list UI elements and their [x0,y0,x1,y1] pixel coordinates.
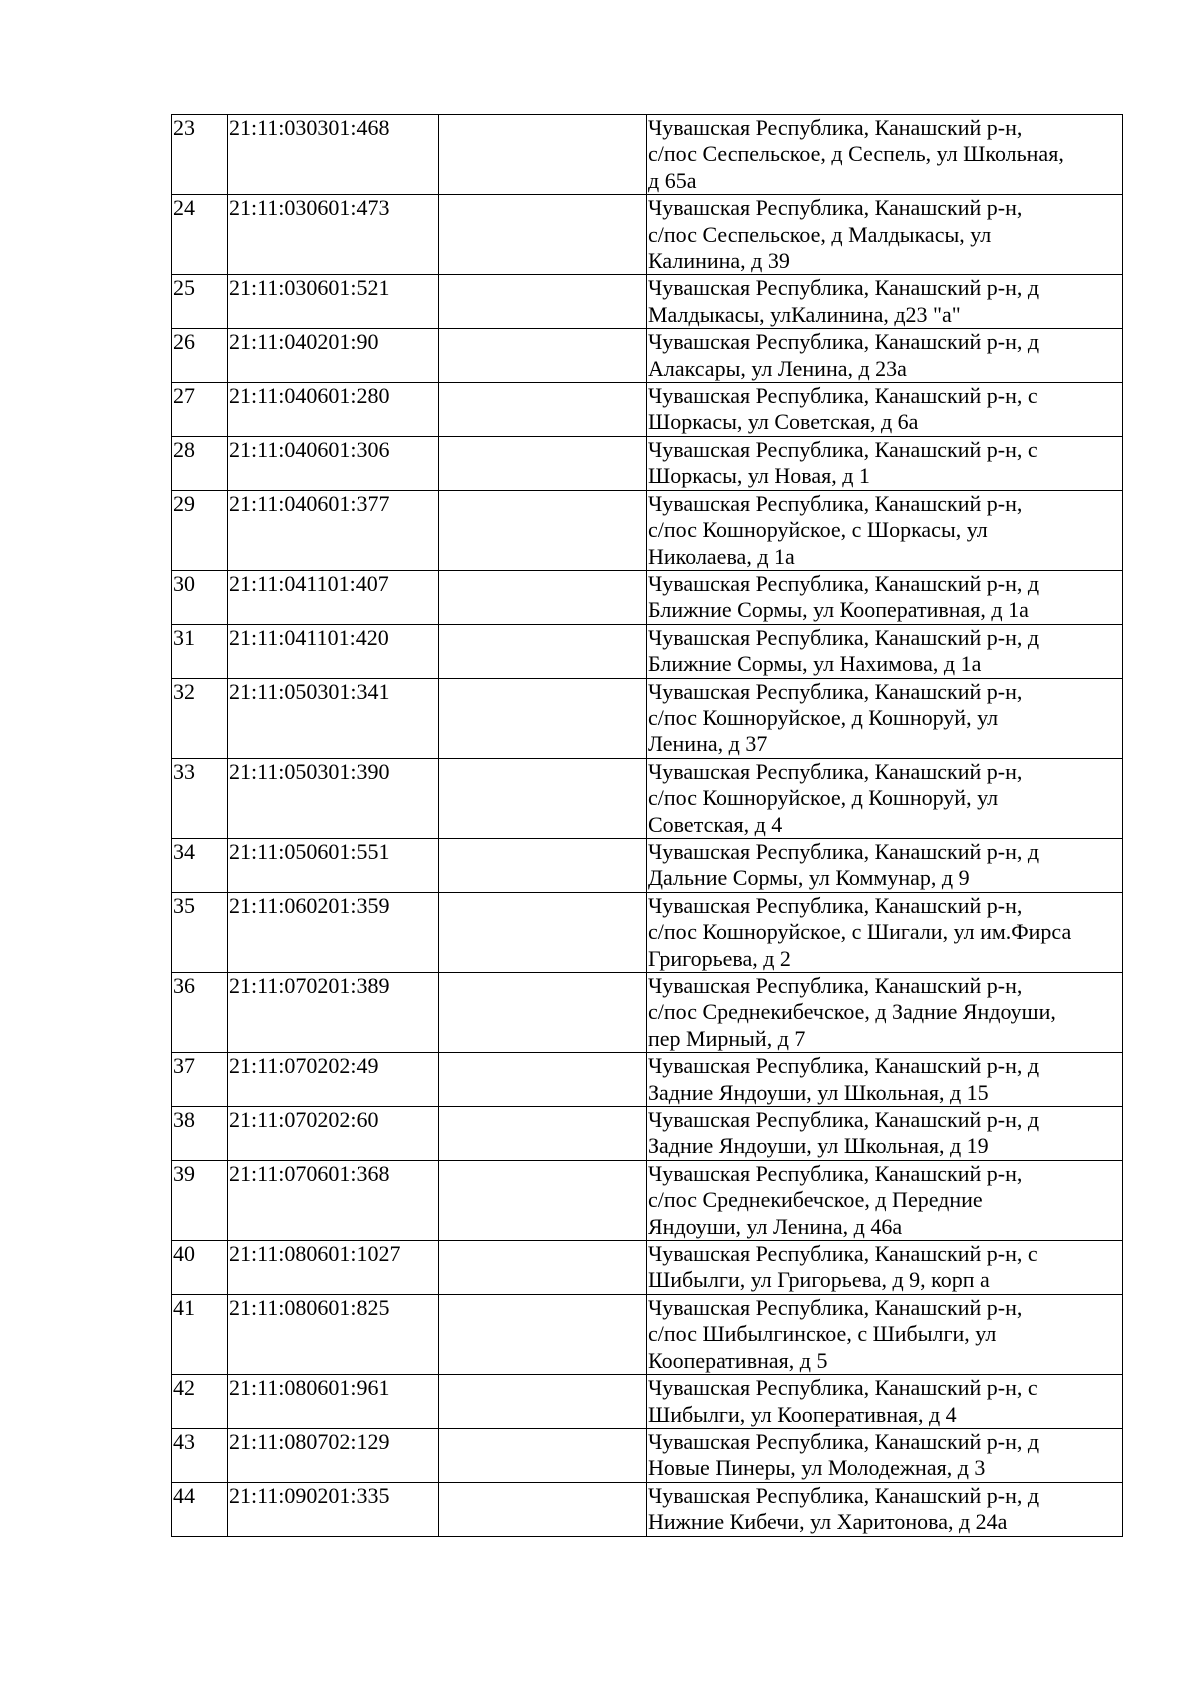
cadastral-number-cell: 21:11:070201:389 [228,973,439,1053]
table-row [172,195,1123,275]
row-number-cell: 29 [172,490,228,570]
row-number-cell: 33 [172,758,228,838]
address-cell: Чувашская Республика, Канашский р-н, с Шоркасы, ул Советская, д 6а [647,383,1123,437]
row-number-cell: 42 [172,1375,228,1429]
empty-cell [439,1107,647,1161]
table-row [172,1107,1123,1161]
empty-cell [439,329,647,383]
row-number-cell: 39 [172,1160,228,1240]
empty-cell [439,758,647,838]
cadastral-number-cell: 21:11:040201:90 [228,329,439,383]
empty-cell [439,1160,647,1240]
address-cell: Чувашская Республика, Канашский р-н, с Шибылги, ул Кооперативная, д 4 [647,1375,1123,1429]
address-cell: Чувашская Республика, Канашский р-н, с/пос Шибылгинское, с Шибылги, ул Кооперативная, д 5 [647,1294,1123,1374]
property-table [171,114,1123,1537]
row-number-cell: 38 [172,1107,228,1161]
table-row [172,1160,1123,1240]
cadastral-number-cell: 21:11:080601:825 [228,1294,439,1374]
cadastral-number-cell: 21:11:070202:60 [228,1107,439,1161]
row-number-cell: 35 [172,892,228,972]
empty-cell [439,973,647,1053]
row-number-cell: 26 [172,329,228,383]
cadastral-number-cell: 21:11:050301:341 [228,678,439,758]
cadastral-number-cell: 21:11:041101:407 [228,570,439,624]
table-row [172,973,1123,1053]
empty-cell [439,195,647,275]
address-cell: Чувашская Республика, Канашский р-н, с/пос Сеспельское, д Малдыкасы, ул Калинина, д 39 [647,195,1123,275]
row-number-cell: 23 [172,115,228,195]
table-row [172,1053,1123,1107]
table-row [172,838,1123,892]
empty-cell [439,115,647,195]
cadastral-number-cell: 21:11:030601:473 [228,195,439,275]
address-cell: Чувашская Республика, Канашский р-н, с/пос Кошноруйское, с Шоркасы, ул Николаева, д 1а [647,490,1123,570]
address-cell: Чувашская Республика, Канашский р-н, д Ближние Сормы, ул Кооперативная, д 1а [647,570,1123,624]
row-number-cell: 36 [172,973,228,1053]
empty-cell [439,383,647,437]
table-row [172,624,1123,678]
cadastral-number-cell: 21:11:040601:306 [228,436,439,490]
empty-cell [439,892,647,972]
row-number-cell: 30 [172,570,228,624]
row-number-cell: 37 [172,1053,228,1107]
cadastral-number-cell: 21:11:050301:390 [228,758,439,838]
row-number-cell: 41 [172,1294,228,1374]
address-cell: Чувашская Республика, Канашский р-н, с Шоркасы, ул Новая, д 1 [647,436,1123,490]
empty-cell [439,1241,647,1295]
table-row [172,436,1123,490]
address-cell: Чувашская Республика, Канашский р-н, с/пос Кошноруйское, д Кошноруй, ул Ленина, д 37 [647,678,1123,758]
cadastral-number-cell: 21:11:080601:1027 [228,1241,439,1295]
row-number-cell: 44 [172,1482,228,1536]
address-cell: Чувашская Республика, Канашский р-н, д Задние Яндоуши, ул Школьная, д 15 [647,1053,1123,1107]
cadastral-number-cell: 21:11:080601:961 [228,1375,439,1429]
property-table-body [172,115,1123,1537]
address-cell: Чувашская Республика, Канашский р-н, с/пос Кошноруйское, д Кошноруй, ул Советская, д 4 [647,758,1123,838]
address-cell: Чувашская Республика, Канашский р-н, д Задние Яндоуши, ул Школьная, д 19 [647,1107,1123,1161]
empty-cell [439,275,647,329]
empty-cell [439,490,647,570]
empty-cell [439,1482,647,1536]
address-cell: Чувашская Республика, Канашский р-н, с/пос Сеспельское, д Сеспель, ул Школьная, д 65а [647,115,1123,195]
cadastral-number-cell: 21:11:040601:377 [228,490,439,570]
address-cell: Чувашская Республика, Канашский р-н, д Ближние Сормы, ул Нахимова, д 1а [647,624,1123,678]
table-row [172,490,1123,570]
cadastral-number-cell: 21:11:030601:521 [228,275,439,329]
table-row [172,383,1123,437]
row-number-cell: 34 [172,838,228,892]
address-cell: Чувашская Республика, Канашский р-н, с Шибылги, ул Григорьева, д 9, корп а [647,1241,1123,1295]
cadastral-number-cell: 21:11:090201:335 [228,1482,439,1536]
empty-cell [439,1428,647,1482]
table-row [172,1375,1123,1429]
empty-cell [439,436,647,490]
row-number-cell: 25 [172,275,228,329]
empty-cell [439,838,647,892]
cadastral-number-cell: 21:11:070202:49 [228,1053,439,1107]
empty-cell [439,1053,647,1107]
row-number-cell: 24 [172,195,228,275]
empty-cell [439,570,647,624]
address-cell: Чувашская Республика, Канашский р-н, д Алаксары, ул Ленина, д 23а [647,329,1123,383]
empty-cell [439,678,647,758]
row-number-cell: 43 [172,1428,228,1482]
table-row [172,115,1123,195]
address-cell: Чувашская Республика, Канашский р-н, д Дальние Сормы, ул Коммунар, д 9 [647,838,1123,892]
table-row [172,1294,1123,1374]
address-cell: Чувашская Республика, Канашский р-н, д Новые Пинеры, ул Молодежная, д 3 [647,1428,1123,1482]
address-cell: Чувашская Республика, Канашский р-н, с/пос Среднекибечское, д Задние Яндоуши, пер Мирный, д 7 [647,973,1123,1053]
row-number-cell: 27 [172,383,228,437]
cadastral-number-cell: 21:11:060201:359 [228,892,439,972]
table-row [172,678,1123,758]
address-cell: Чувашская Республика, Канашский р-н, с/пос Кошноруйское, с Шигали, ул им.Фирса Григорьева, д 2 [647,892,1123,972]
empty-cell [439,1375,647,1429]
table-row [172,329,1123,383]
row-number-cell: 31 [172,624,228,678]
cadastral-number-cell: 21:11:050601:551 [228,838,439,892]
cadastral-number-cell: 21:11:041101:420 [228,624,439,678]
cadastral-number-cell: 21:11:070601:368 [228,1160,439,1240]
cadastral-number-cell: 21:11:080702:129 [228,1428,439,1482]
address-cell: Чувашская Республика, Канашский р-н, д Малдыкасы, улКалинина, д23 "а" [647,275,1123,329]
table-row [172,275,1123,329]
table-row [172,758,1123,838]
table-row [172,892,1123,972]
row-number-cell: 28 [172,436,228,490]
cadastral-number-cell: 21:11:040601:280 [228,383,439,437]
address-cell: Чувашская Республика, Канашский р-н, с/пос Среднекибечское, д Передние Яндоуши, ул Ленина, д 46а [647,1160,1123,1240]
table-row [172,1482,1123,1536]
table-row [172,1241,1123,1295]
cadastral-number-cell: 21:11:030301:468 [228,115,439,195]
empty-cell [439,624,647,678]
row-number-cell: 32 [172,678,228,758]
address-cell: Чувашская Республика, Канашский р-н, д Нижние Кибечи, ул Харитонова, д 24а [647,1482,1123,1536]
empty-cell [439,1294,647,1374]
table-row [172,570,1123,624]
table-row [172,1428,1123,1482]
row-number-cell: 40 [172,1241,228,1295]
